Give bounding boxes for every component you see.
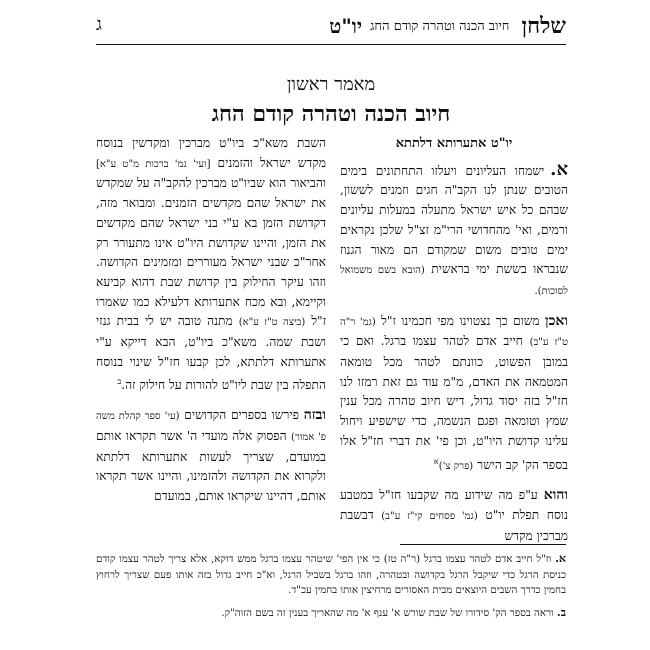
footnote-marker: א. <box>555 552 566 565</box>
paragraph-4 <box>96 134 326 396</box>
page-number: ג <box>96 14 102 35</box>
source-citation: (פרק צ') <box>438 460 474 472</box>
paragraph-text: פירשו בספרים הקדושים <box>184 408 299 423</box>
footnote-text: וראה בספר הק' סידורו של שבת שורש א' ענף א' מה שהאריך בענין זה בשם הזוה"ק. <box>221 607 554 619</box>
section-heading: יו"ט אתערותא דלתתא <box>395 136 513 151</box>
source-citation: (ביצה ט"ז ע"א) <box>238 317 306 329</box>
source-citation: (הובא בשם משמואל לסוכות). <box>340 265 568 297</box>
paragraph-1 <box>340 160 568 302</box>
paragraph-text: ישמחו העליונים ויעלזו התחתונים בימים הטובים שנתן לנו הקב"ה חגים וזמנים לששון, שבהם כל איש ישראל מתעלה במעלות עליונים ורמים, ואי' מהחדושי הרי"מ זצ"ל שלכן נקראים ימים טובים משום שמקודם הם מאור הגנוז שנבראו בששת ימי בראשית <box>340 163 569 277</box>
paragraph-text: השבת משא"כ ביו"ט מברכין ומקדשין בנוסח מקדש ישראל והזמנים <box>96 136 327 170</box>
running-header <box>96 12 566 40</box>
footnote-ref[interactable]: א <box>433 456 439 466</box>
footnote-text: וז"ל חייב אדם לטהר עצמו ברגל (ר"ה טז) כי אין הפי' שיטהר עצמו ברגל ממש דוקא, אלא צריך לטהר עצמו קודם כניסת הרגל כדי שיקבל הרגל בקדושה ובטהרה, וזהו ברגל בשביל הרגל, וא"כ חייב גדול בזה אותו פעם שצריך לרחוץ בחמין כדרך השבים היוצאים מבית האסורים מרחיצין אותו בחמין עכ"ד. <box>96 554 566 596</box>
paragraph-letter: א. <box>550 158 568 180</box>
source-citation: (גמ' פסחים קי"ז ע"ב) <box>381 511 478 523</box>
paragraph-5 <box>96 406 326 507</box>
chapter-label: מאמר ראשון <box>286 74 376 95</box>
paragraph-text: מתנה טובה יש לי בבית גנזי ושבת שמה. משא"כ ביו"ט, הבא דייקא ע"י אתערותא דלתתא, לכן קבעו חז"ל שינוי בנוסח התפלה בין שבת ליו"ט להורות על חילוק זה. <box>96 314 326 393</box>
lead-word: ובזה <box>303 407 326 424</box>
footnote-ref[interactable]: ב <box>117 377 122 387</box>
header-topic: חיוב הכנה וטהרה קודם החג <box>370 19 510 34</box>
paragraph-text: משום כך נצטוינו מפי חכמינו ז"ל <box>381 313 540 328</box>
source-citation: (עי' ספר קהלת משה פ' אמור) <box>96 411 327 443</box>
left-column <box>96 134 326 507</box>
lead-word: והוא <box>543 487 568 504</box>
footnotes <box>96 551 566 621</box>
footnote <box>96 605 566 622</box>
book-title: שלחן <box>521 13 566 39</box>
paragraph-text: חייב אדם לטהר עצמו ברגל. ואם כי במובן הפשוט, כוונתם לטהר מכל טומאה המטמאה את האדם, מ"מ עוד גם זאת רמזו לנו חז"ל בזה יסוד גדול, דיש חיוב טהרה מכל ענין שמץ וטומאה ופגם הנשמה, כדי שישפיע ויחול עלינו קדושת היו"ט, וכן פי' את דברי חז"ל אלו בספר הק' קב הישר <box>340 334 568 472</box>
paragraph-2 <box>340 312 568 477</box>
header-divider <box>96 44 566 45</box>
paragraph-text: ע"פ מה שידוע מה שקבעו חז"ל במטבע נוסח תפלת יו"ט <box>340 488 568 523</box>
right-column <box>340 134 568 546</box>
paragraph-text: דבשבת מברכין מקדש <box>340 508 568 543</box>
footnote <box>96 551 566 599</box>
lead-word: ואכן <box>545 312 568 329</box>
paragraph-3 <box>340 486 568 546</box>
chapter-title: חיוב הכנה וטהרה קודם החג <box>211 101 451 127</box>
header-date-label: יו"ט <box>329 13 363 38</box>
footnote-divider <box>400 544 566 545</box>
source-citation: [ועי' גמ' ברכות מ"ט ע"א] <box>96 158 211 170</box>
source-citation: (גמ' ר"ה ט"ז ע"ב) <box>340 316 568 349</box>
footnote-marker: ב. <box>556 605 566 619</box>
paragraph-text: הפסוק אלה מועדי ה' אשר תקראו אותם במועדם, שצריך לעשות אתערותא דלתתא ולקרוא את הקדושה ולהזמינו, והיינו אשר תקראו אותם, דהיינו שיקראו אותם, במועדם <box>96 428 326 504</box>
paragraph-text: והביאור הוא שביו"ט מברכין להקב"ה על שמקדש את ישראל שהם מקדשים הזמנים. ומבואר מזה, דקדושת הזמן בא ע"י בני ישראל שהם מקדשים את הזמן, והיינו שקדושת היו"ט אינו מתעורר רק אחר"כ שבני ישראל מעוררים ומזמינים הקדושה. וזהו עיקר החילוק בין קדושת שבת דהוא קביעא וקיימא, ובא מכח אתערותא דלעילא כמו שאמרו ז"ל <box>96 176 327 329</box>
